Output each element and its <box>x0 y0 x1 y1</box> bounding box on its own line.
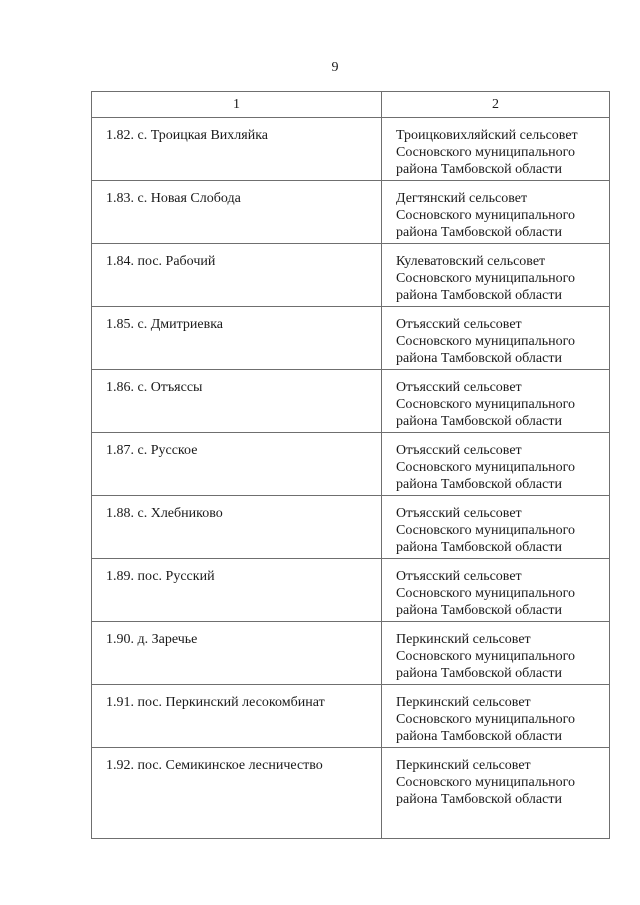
council-cell <box>382 433 610 496</box>
council-cell <box>382 181 610 244</box>
table-row <box>92 181 610 244</box>
council-line: Сосновского муниципального <box>396 775 576 790</box>
council-line: района Тамбовской области <box>396 225 562 240</box>
council-line: района Тамбовской области <box>396 351 562 366</box>
table-row <box>92 370 610 433</box>
table-header-row <box>92 92 610 118</box>
council-line: Кулеватовский сельсовет <box>396 254 546 269</box>
council-cell <box>382 307 610 370</box>
council-line: района Тамбовской области <box>396 603 562 618</box>
council-cell <box>382 748 610 839</box>
council-cell <box>382 559 610 622</box>
council-line: Сосновского муниципального <box>396 271 576 286</box>
settlement-cell: 1.82. с. Троицкая Вихляйка <box>92 118 382 181</box>
council-cell <box>382 118 610 181</box>
table-row <box>92 244 610 307</box>
council-line: района Тамбовской области <box>396 477 562 492</box>
page-number: 9 <box>331 60 339 75</box>
table-row <box>92 559 610 622</box>
settlement-cell: 1.92. пос. Семикинское лесничество <box>92 748 382 839</box>
settlement-cell: 1.86. с. Отъяссы <box>92 370 382 433</box>
council-line: Отъясский сельсовет <box>396 380 522 395</box>
settlement-cell: 1.83. с. Новая Слобода <box>92 181 382 244</box>
council-line: Сосновского муниципального <box>396 523 576 538</box>
table-row <box>92 496 610 559</box>
council-line: Троицковихляйский сельсовет <box>396 128 578 143</box>
council-line: Отъясский сельсовет <box>396 317 522 332</box>
settlement-cell: 1.87. с. Русское <box>92 433 382 496</box>
settlements-table <box>91 91 610 839</box>
council-line: Сосновского муниципального <box>396 145 576 160</box>
council-line: Перкинский сельсовет <box>396 695 531 710</box>
settlement-cell: 1.90. д. Заречье <box>92 622 382 685</box>
council-cell <box>382 622 610 685</box>
column-header-2: 2 <box>382 92 610 118</box>
council-line: Перкинский сельсовет <box>396 758 531 773</box>
council-line: Сосновского муниципального <box>396 712 576 727</box>
council-cell <box>382 370 610 433</box>
settlement-cell: 1.91. пос. Перкинский лесокомбинат <box>92 685 382 748</box>
council-line: Сосновского муниципального <box>396 397 576 412</box>
council-line: района Тамбовской области <box>396 414 562 429</box>
council-line: Сосновского муниципального <box>396 208 576 223</box>
council-line: района Тамбовской области <box>396 792 562 807</box>
council-cell <box>382 244 610 307</box>
council-line: Дегтянский сельсовет <box>396 191 528 206</box>
table-row <box>92 622 610 685</box>
council-line: Отъясский сельсовет <box>396 506 522 521</box>
council-line: Сосновского муниципального <box>396 586 576 601</box>
council-line: Сосновского муниципального <box>396 649 576 664</box>
council-cell <box>382 496 610 559</box>
settlement-cell: 1.85. с. Дмитриевка <box>92 307 382 370</box>
table-row <box>92 118 610 181</box>
table-row <box>92 685 610 748</box>
council-line: Отъясский сельсовет <box>396 443 522 458</box>
settlement-cell: 1.84. пос. Рабочий <box>92 244 382 307</box>
council-line: района Тамбовской области <box>396 729 562 744</box>
settlement-cell: 1.88. с. Хлебниково <box>92 496 382 559</box>
table-row <box>92 307 610 370</box>
council-line: Сосновского муниципального <box>396 460 576 475</box>
settlement-cell: 1.89. пос. Русский <box>92 559 382 622</box>
council-cell <box>382 685 610 748</box>
council-line: Перкинский сельсовет <box>396 632 531 647</box>
council-line: Отъясский сельсовет <box>396 569 522 584</box>
council-line: Сосновского муниципального <box>396 334 576 349</box>
table-row <box>92 748 610 839</box>
council-line: района Тамбовской области <box>396 540 562 555</box>
council-line: района Тамбовской области <box>396 288 562 303</box>
table-row <box>92 433 610 496</box>
council-line: района Тамбовской области <box>396 666 562 681</box>
council-line: района Тамбовской области <box>396 162 562 177</box>
column-header-1: 1 <box>92 92 382 118</box>
